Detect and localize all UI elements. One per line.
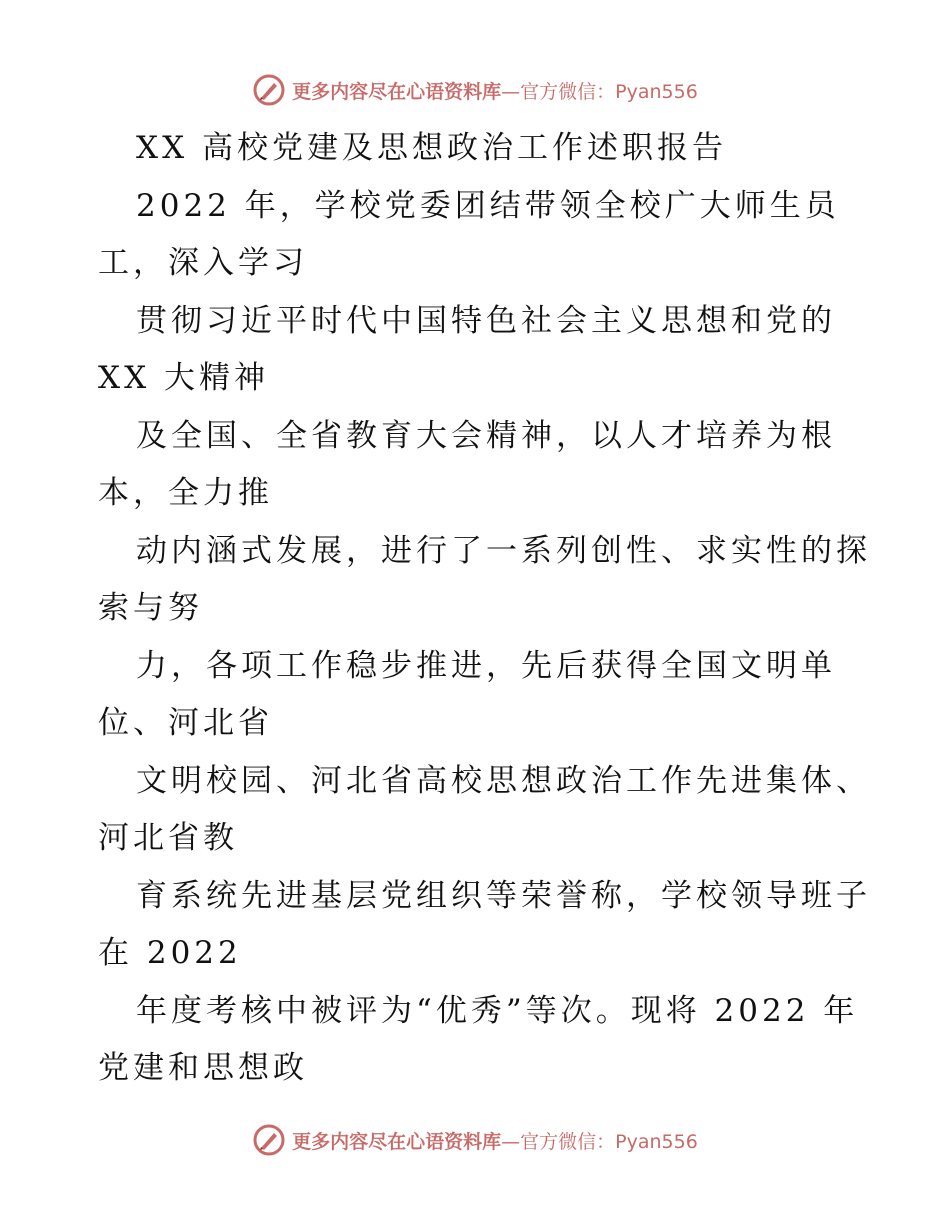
document-line: 位、河北省 — [98, 705, 273, 741]
banner-wechat-text: 官方微信：Pyan556 — [520, 1130, 698, 1153]
document-line: 索与努 — [98, 590, 203, 626]
document-line: 河北省教 — [98, 820, 238, 856]
banner-separator: — — [501, 80, 521, 103]
document-line: 贯彻习近平时代中国特色社会主义思想和党的 — [136, 302, 836, 339]
document-line: 年度考核中被评为“优秀”等次。现将 2022 年 — [136, 992, 859, 1029]
document-body — [98, 120, 898, 1098]
document-line: 2022 年，学校党委团结带领全校广大师生员 — [136, 187, 840, 224]
document-line: 文明校园、河北省高校思想政治工作先进集体、 — [136, 762, 871, 799]
banner-wechat-text: 官方微信：Pyan556 — [520, 80, 698, 103]
document-line: XX 大精神 — [98, 360, 269, 396]
header-watermark-banner — [0, 70, 950, 110]
document-line: XX 高校党建及思想政治工作述职报告 — [136, 130, 727, 166]
banner-separator: — — [501, 1130, 521, 1153]
banner-text — [292, 77, 698, 104]
quill-logo-icon — [252, 1123, 286, 1157]
document-line: 育系统先进基层党组织等荣誉称，学校领导班子 — [136, 877, 871, 914]
document-line: 本，全力推 — [98, 475, 273, 511]
quill-logo-icon — [252, 73, 286, 107]
banner-main-text: 更多内容尽在心语资料库 — [292, 80, 502, 103]
footer-watermark-banner — [0, 1120, 950, 1160]
document-line: 在 2022 — [98, 935, 242, 971]
document-line: 力，各项工作稳步推进，先后获得全国文明单 — [136, 647, 836, 684]
document-line: 及全国、全省教育大会精神，以人才培养为根 — [136, 417, 836, 454]
document-line: 动内涵式发展，进行了一系列创性、求实性的探 — [136, 532, 871, 569]
document-line: 工，深入学习 — [98, 245, 308, 281]
banner-text — [292, 1127, 698, 1154]
document-line: 党建和思想政 — [98, 1050, 308, 1086]
banner-main-text: 更多内容尽在心语资料库 — [292, 1130, 502, 1153]
